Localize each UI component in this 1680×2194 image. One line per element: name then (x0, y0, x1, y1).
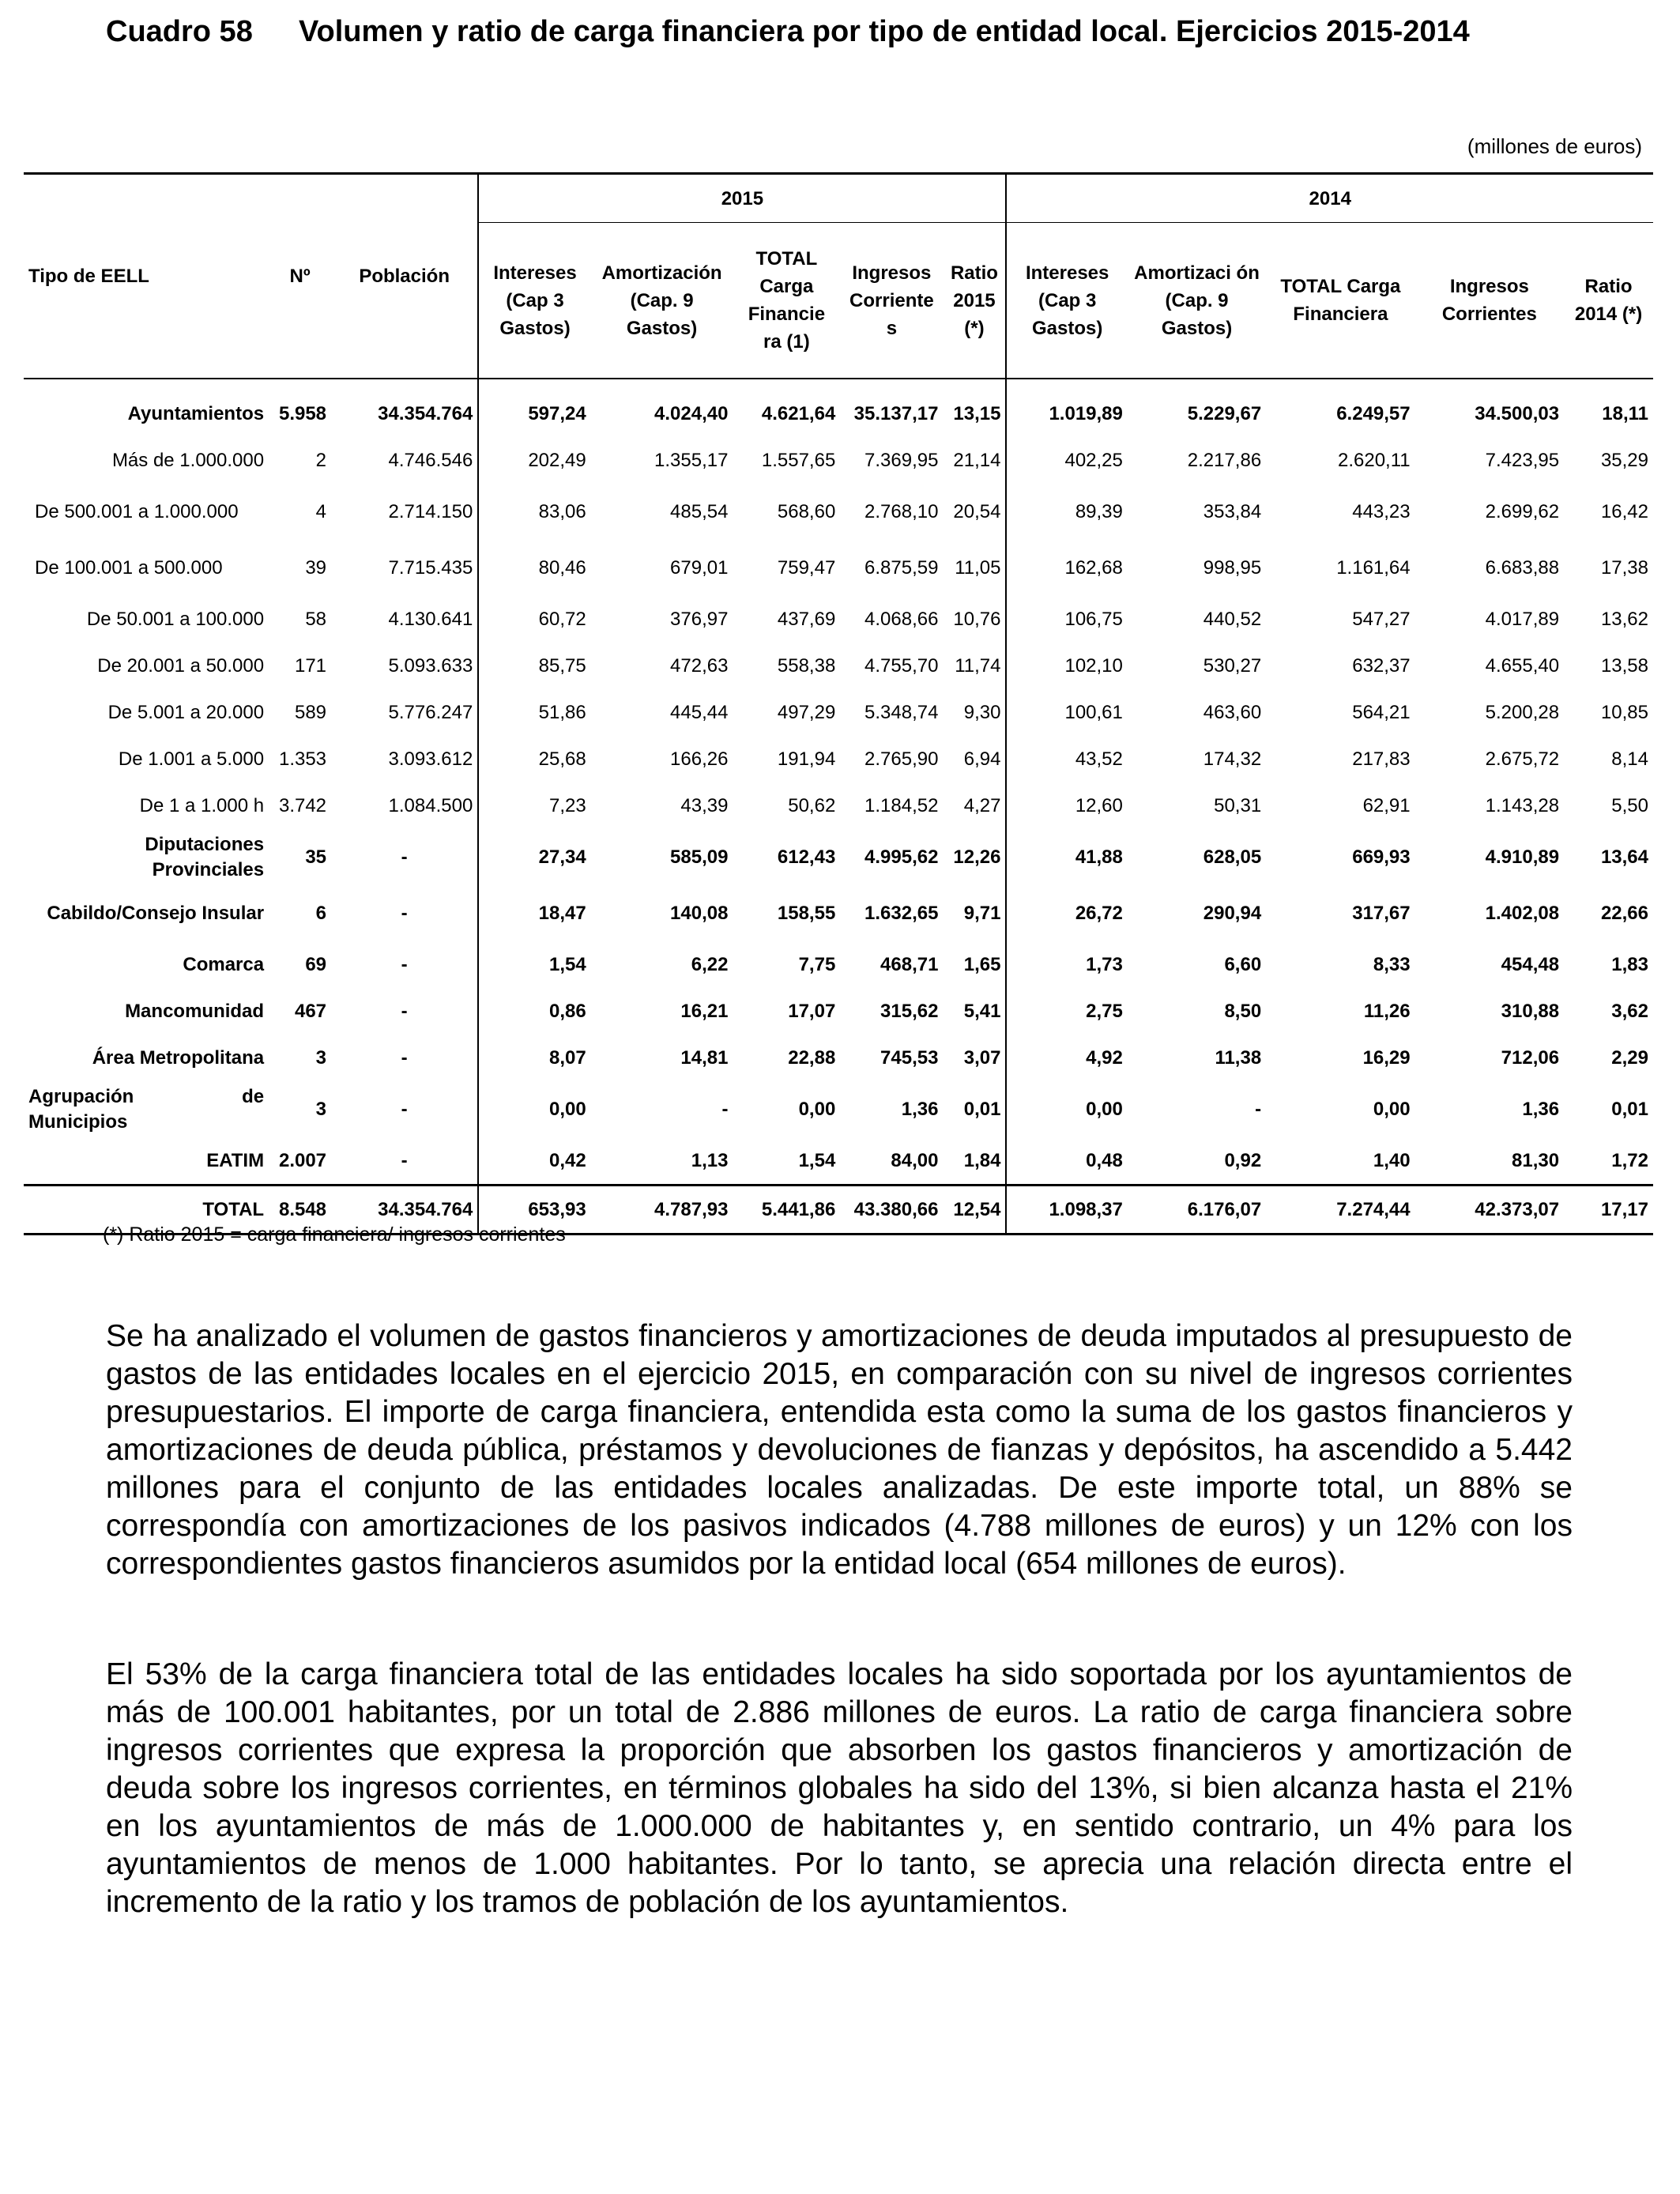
cell-intereses-2015: 597,24 (478, 379, 590, 437)
cell-amortizacion-2014: 290,94 (1203, 902, 1262, 924)
header-2014-total: TOTAL Carga Financiera (1266, 223, 1414, 379)
cell-ratio-2015: 1,84 (963, 1149, 1001, 1171)
cell-intereses-2015: 51,86 (478, 689, 590, 736)
row-label: Más de 1.000.000 (111, 449, 265, 471)
table-row (24, 379, 1653, 437)
cell-total-carga-2014: 11,26 (1363, 1000, 1411, 1022)
cell-ingresos-2014: 42.373,07 (1415, 1186, 1564, 1235)
cell-ingresos-2015: 4.068,66 (864, 608, 939, 630)
cell-amortizacion-2015: - (721, 1098, 729, 1120)
cell-total-carga-2014: 443,23 (1352, 500, 1411, 522)
cell-poblacion: 7.715.435 (388, 556, 473, 579)
cell-ratio-2014: 1,83 (1611, 953, 1648, 975)
cell-n: 2.007 (278, 1149, 327, 1171)
cell-total-carga-2014: 317,67 (1352, 902, 1411, 924)
cell-n: 1.353 (278, 748, 327, 770)
cell-n: 58 (305, 608, 327, 630)
cell-amortizacion-2014: 998,95 (1203, 556, 1262, 579)
cell-total-carga-2015: 4.621,64 (761, 402, 836, 424)
cell-amortizacion-2015: 445,44 (670, 701, 729, 723)
cell-ingresos-2015: 1.632,65 (864, 902, 939, 924)
cell-ratio-2014: 3,62 (1611, 1000, 1648, 1022)
cell-ratio-2014: 13,64 (1600, 846, 1648, 868)
row-label: TOTAL (24, 1186, 269, 1235)
cell-total-carga-2014: 16,29 (1362, 1046, 1411, 1069)
cell-ratio-2015: 1,65 (963, 953, 1001, 975)
cell-total-carga-2015: 0,00 (798, 1098, 836, 1120)
cell-ratio-2015: 20,54 (953, 500, 1001, 522)
cell-intereses-2015: 202,49 (478, 437, 590, 484)
table-row (24, 540, 1653, 596)
table-footnote: (*) Ratio 2015 = carga financiera/ ingresos corrientes (103, 1223, 566, 1246)
cell-ratio-2014: 13,58 (1600, 654, 1648, 677)
cell-ratio-2015: 6,94 (963, 748, 1001, 770)
cell-poblacion: 34.354.764 (378, 402, 473, 424)
paragraph-2: El 53% de la carga financiera total de las entidades locales ha sido soportada por los ayuntamientos de más de 100.001 habitantes, por un total de 2.886 millones de euros. La ratio de carga financiera sobre ingresos corrientes que expresa la proporción que absorben los gastos financieros y amortización de deuda sobre los ingresos corrientes, en términos globales ha sido del 13%, si bien alcanza hasta el 21% en los ayuntamientos de más de 1.000.000 de habitantes y, en sentido contrario, un 4% para los ayuntamientos de menos de 1.000 habitantes. Por lo tanto, se aprecia una relación directa entre el incremento de la ratio y los tramos de población de los ayuntamientos. (106, 1657, 1573, 1919)
cell-intereses-2014: 1.098,37 (1006, 1186, 1127, 1235)
cell-n: 6 (315, 902, 327, 924)
cell-ingresos-2015: 35.137,17 (853, 402, 939, 424)
header-poblacion: Población (331, 174, 478, 379)
cell-intereses-2014: 41,88 (1006, 829, 1127, 885)
table-row (24, 1035, 1653, 1081)
cell-intereses-2014: 4,92 (1006, 1035, 1127, 1081)
cell-ingresos-2015: 1.184,52 (864, 794, 939, 816)
cell-total-carga-2015: 1.557,65 (761, 449, 836, 471)
cell-intereses-2014: 43,52 (1006, 736, 1127, 782)
cell-amortizacion-2015: 1.355,17 (654, 449, 729, 471)
cell-ingresos-2014: 6.683,88 (1485, 556, 1560, 579)
cell-ingresos-2015: 2.765,90 (864, 748, 939, 770)
cell-amortizacion-2014: 8,50 (1224, 1000, 1262, 1022)
cell-ratio-2015: 13,15 (953, 402, 1001, 424)
cell-ingresos-2014: 310,88 (1501, 1000, 1560, 1022)
cell-intereses-2014: 162,68 (1006, 540, 1127, 596)
header-n: Nº (269, 174, 331, 379)
cell-ingresos-2015: 84,00 (891, 1149, 939, 1171)
cell-ratio-2015: 9,30 (963, 701, 1001, 723)
cell-poblacion: 4.746.546 (388, 449, 473, 471)
cell-total-carga-2014: 2.620,11 (1337, 449, 1411, 471)
row-label: De 500.001 a 1.000.000 (35, 500, 239, 522)
cell-poblacion: 1.084.500 (388, 794, 473, 816)
cell-ingresos-2014: 712,06 (1501, 1046, 1560, 1069)
cell-total-carga-2014: 669,93 (1352, 846, 1411, 868)
table-row (24, 885, 1653, 941)
cell-intereses-2015: 60,72 (478, 596, 590, 643)
cell-amortizacion-2014: 628,05 (1203, 846, 1262, 868)
cell-ratio-2015: 9,71 (963, 902, 1001, 924)
cell-total-carga-2015: 158,55 (777, 902, 836, 924)
header-2015-total: TOTAL Carga Financie ra (1) (733, 223, 840, 379)
row-label: De 20.001 a 50.000 (97, 654, 265, 677)
header-2014-ratio: Ratio 2014 (*) (1564, 223, 1653, 379)
table-row (24, 596, 1653, 643)
cell-ingresos-2015: 7.369,95 (864, 449, 939, 471)
cell-amortizacion-2014: 11,38 (1215, 1046, 1262, 1069)
cell-total-carga-2015: 558,38 (777, 654, 836, 677)
cell-ingresos-2015: 5.348,74 (864, 701, 939, 723)
cell-ratio-2015: 5,41 (963, 1000, 1001, 1022)
cell-amortizacion-2014: 5.229,67 (1187, 402, 1262, 424)
cell-total-carga-2015: 759,47 (777, 556, 836, 579)
cell-intereses-2015: 85,75 (478, 643, 590, 689)
cell-ingresos-2014: 5.200,28 (1485, 701, 1560, 723)
cell-amortizacion-2014: 440,52 (1203, 608, 1262, 630)
cell-ingresos-2015: 43.380,66 (840, 1186, 943, 1235)
header-2015-amortizacion: Amortización (Cap. 9 Gastos) (591, 223, 733, 379)
cell-ratio-2015: 21,14 (953, 449, 1001, 471)
cell-ingresos-2014: 2.675,72 (1485, 748, 1560, 770)
cell-n: 589 (294, 701, 327, 723)
cell-amortizacion-2015: 16,21 (680, 1000, 729, 1022)
header-year-2015: 2015 (478, 174, 1006, 223)
cell-amortizacion-2015: 585,09 (670, 846, 729, 868)
cell-intereses-2015: 0,00 (478, 1081, 590, 1137)
header-2014-amortizacion: Amortizaci ón (Cap. 9 Gastos) (1128, 223, 1266, 379)
cell-ratio-2014: 0,01 (1611, 1098, 1648, 1120)
cell-ingresos-2014: 4.655,40 (1485, 654, 1560, 677)
cell-ingresos-2014: 4.017,89 (1485, 608, 1560, 630)
cell-amortizacion-2014: - (1255, 1098, 1262, 1120)
cell-ratio-2014: 1,72 (1611, 1149, 1648, 1171)
cell-intereses-2015: 80,46 (478, 540, 590, 596)
cell-ingresos-2015: 315,62 (880, 1000, 939, 1022)
cell-total-carga-2015: 497,29 (777, 701, 836, 723)
cell-n: 467 (294, 1000, 327, 1022)
cell-intereses-2015: 83,06 (478, 484, 590, 540)
cell-n: 3 (315, 1046, 327, 1069)
cell-intereses-2014: 106,75 (1006, 596, 1127, 643)
cell-ratio-2014: 16,42 (1600, 500, 1648, 522)
cell-amortizacion-2014: 353,84 (1203, 500, 1262, 522)
cell-poblacion: - (401, 1046, 408, 1069)
paragraph-1: Se ha analizado el volumen de gastos financieros y amortizaciones de deuda imputados al presupuesto de gastos de las entidades locales en el ejercicio 2015, en comparación con su nivel de ingresos corrientes presupuestarios. El importe de carga financiera, entendida esta como la suma de los gastos financieros y amortizaciones de deuda pública, préstamos y devoluciones de fianzas y depósitos, ha ascendido a 5.442 millones para el conjunto de las entidades locales analizadas. De este importe total, un 88% se correspondía con amortizaciones de los pasivos indicados (4.788 millones de euros) y un 12% con los correspondientes gastos financieros asumidos por la entidad local (654 millones de euros). (106, 1319, 1573, 1581)
cell-ratio-2014: 22,66 (1600, 902, 1648, 924)
cell-n: 2 (315, 449, 327, 471)
cell-total-carga-2014: 547,27 (1352, 608, 1411, 630)
cell-intereses-2014: 0,00 (1006, 1081, 1127, 1137)
cell-ingresos-2015: 468,71 (880, 953, 939, 975)
row-label: Ayuntamientos (127, 402, 265, 424)
table-row (24, 988, 1653, 1035)
cell-amortizacion-2015: 43,39 (680, 794, 729, 816)
cell-amortizacion-2015: 14,81 (680, 1046, 729, 1069)
table-row (24, 736, 1653, 782)
cell-amortizacion-2014: 0,92 (1224, 1149, 1262, 1171)
cell-amortizacion-2015: 6,22 (691, 953, 729, 975)
cell-intereses-2015: 0,86 (478, 988, 590, 1035)
cell-poblacion: - (401, 1149, 408, 1171)
cell-ratio-2014: 18,11 (1602, 402, 1648, 424)
row-label: De 5.001 a 20.000 (107, 701, 265, 723)
cell-intereses-2015: 1,54 (478, 941, 590, 988)
cell-n: 35 (305, 846, 327, 868)
header-tipo: Tipo de EELL (24, 174, 269, 379)
table-row (24, 782, 1653, 829)
cell-intereses-2014: 2,75 (1006, 988, 1127, 1035)
cell-total-carga-2015: 437,69 (777, 608, 836, 630)
cell-total-carga-2015: 17,07 (788, 1000, 836, 1022)
header-year-2014: 2014 (1006, 174, 1653, 223)
cell-total-carga-2015: 50,62 (788, 794, 836, 816)
cell-total-carga-2014: 62,91 (1362, 794, 1411, 816)
cell-total-carga-2014: 632,37 (1352, 654, 1411, 677)
cell-ingresos-2014: 4.910,89 (1485, 846, 1560, 868)
cell-amortizacion-2014: 530,27 (1203, 654, 1262, 677)
cell-ratio-2014: 2,29 (1611, 1046, 1648, 1069)
cell-ratio-2015: 0,01 (963, 1098, 1001, 1120)
row-label: De 1 a 1.000 h (139, 794, 265, 816)
cell-ratio-2015: 12,26 (953, 846, 1001, 868)
cell-total-carga-2014: 0,00 (1373, 1098, 1411, 1120)
cell-n: 69 (305, 953, 327, 975)
cell-n: 8.548 (269, 1186, 331, 1235)
cell-intereses-2014: 89,39 (1006, 484, 1127, 540)
cell-total-carga-2014: 7.274,44 (1266, 1186, 1414, 1235)
cell-total-carga-2015: 568,60 (777, 500, 836, 522)
cell-ratio-2014: 10,85 (1600, 701, 1648, 723)
cell-ingresos-2015: 745,53 (880, 1046, 939, 1069)
cell-total-carga-2014: 8,33 (1373, 953, 1411, 975)
cell-total-carga-2014: 217,83 (1352, 748, 1411, 770)
cell-intereses-2014: 1,73 (1006, 941, 1127, 988)
cell-poblacion: 34.354.764 (331, 1186, 478, 1235)
cell-ratio-2014: 17,17 (1564, 1186, 1653, 1235)
cell-ingresos-2014: 1.402,08 (1485, 902, 1560, 924)
cell-total-carga-2015: 191,94 (777, 748, 836, 770)
cell-intereses-2014: 402,25 (1006, 437, 1127, 484)
cell-total-carga-2015: 22,88 (788, 1046, 836, 1069)
cell-poblacion: - (401, 846, 408, 868)
cell-n: 4 (315, 500, 327, 522)
cell-ingresos-2014: 2.699,62 (1485, 500, 1560, 522)
cell-poblacion: - (401, 953, 408, 975)
financial-burden-table (24, 172, 1653, 1235)
cell-amortizacion-2015: 1,13 (691, 1149, 729, 1171)
row-label: De 50.001 a 100.000 (86, 608, 265, 630)
cell-total-carga-2014: 564,21 (1352, 701, 1411, 723)
cell-amortizacion-2014: 2.217,86 (1187, 449, 1262, 471)
cell-intereses-2014: 102,10 (1006, 643, 1127, 689)
table-row (24, 643, 1653, 689)
table-row (24, 1137, 1653, 1186)
cell-ratio-2014: 8,14 (1611, 748, 1648, 770)
cell-n: 39 (305, 556, 327, 579)
table-row (24, 829, 1653, 885)
cell-amortizacion-2014: 6.176,07 (1128, 1186, 1266, 1235)
cell-ratio-2014: 17,38 (1600, 556, 1648, 579)
cell-ingresos-2015: 6.875,59 (864, 556, 939, 579)
cell-poblacion: 5.776.247 (388, 701, 473, 723)
cell-intereses-2015: 27,34 (478, 829, 590, 885)
cell-ingresos-2014: 81,30 (1512, 1149, 1560, 1171)
cell-intereses-2014: 100,61 (1006, 689, 1127, 736)
row-label: Cabildo/Consejo Insular (47, 902, 265, 924)
cell-amortizacion-2014: 6,60 (1224, 953, 1262, 975)
cell-amortizacion-2015: 376,97 (670, 608, 729, 630)
table-row (24, 484, 1653, 540)
cell-amortizacion-2014: 463,60 (1203, 701, 1262, 723)
cell-ingresos-2015: 4.755,70 (864, 654, 939, 677)
cell-ratio-2014: 5,50 (1611, 794, 1648, 816)
cell-amortizacion-2015: 166,26 (670, 748, 729, 770)
cell-intereses-2015: 653,93 (478, 1186, 590, 1235)
cell-ingresos-2015: 1,36 (901, 1098, 939, 1120)
cell-amortizacion-2015: 679,01 (670, 556, 729, 579)
cell-amortizacion-2014: 50,31 (1214, 794, 1262, 816)
row-label: Área Metropolitana (92, 1046, 265, 1069)
cell-amortizacion-2015: 485,54 (670, 500, 729, 522)
header-2015-ingresos: Ingresos Corriente s (840, 223, 943, 379)
cell-ratio-2014: 35,29 (1600, 449, 1648, 471)
cell-total-carga-2015: 7,75 (798, 953, 836, 975)
cell-n: 3 (315, 1098, 327, 1120)
table-row (24, 941, 1653, 988)
cell-ratio-2015: 4,27 (963, 794, 1001, 816)
cell-ratio-2015: 3,07 (963, 1046, 1001, 1069)
header-2014-intereses: Intereses (Cap 3 Gastos) (1006, 223, 1127, 379)
cell-n: 5.958 (278, 402, 327, 424)
cell-ingresos-2014: 1.143,28 (1485, 794, 1560, 816)
cell-intereses-2015: 7,23 (478, 782, 590, 829)
cell-amortizacion-2015: 4.787,93 (591, 1186, 733, 1235)
header-2015-intereses: Intereses (Cap 3 Gastos) (478, 223, 590, 379)
cell-ingresos-2014: 1,36 (1522, 1098, 1560, 1120)
cell-poblacion: - (401, 1000, 408, 1022)
caption-title: Volumen y ratio de carga financiera por tipo de entidad local. Ejercicios 2015-2014 (299, 15, 1470, 48)
row-label: Comarca (183, 953, 265, 975)
cell-intereses-2015: 18,47 (478, 885, 590, 941)
row-label: De 100.001 a 500.000 (35, 556, 223, 579)
cell-intereses-2014: 0,48 (1006, 1137, 1127, 1186)
cell-intereses-2014: 12,60 (1006, 782, 1127, 829)
cell-amortizacion-2015: 4.024,40 (654, 402, 729, 424)
row-label: EATIM (206, 1149, 265, 1171)
cell-poblacion: 2.714.150 (388, 500, 473, 522)
cell-intereses-2015: 25,68 (478, 736, 590, 782)
cell-intereses-2015: 0,42 (478, 1137, 590, 1186)
cell-n: 171 (294, 654, 327, 677)
row-label: Mancomunidad (125, 1000, 265, 1022)
cell-poblacion: 5.093.633 (388, 654, 473, 677)
cell-amortizacion-2014: 174,32 (1203, 748, 1262, 770)
row-label: Diputaciones Provinciales (145, 833, 265, 880)
cell-intereses-2015: 8,07 (478, 1035, 590, 1081)
cell-ratio-2015: 10,76 (953, 608, 1001, 630)
header-2014-ingresos: Ingresos Corrientes (1415, 223, 1564, 379)
units-note: (millones de euros) (1467, 134, 1642, 158)
cell-n: 3.742 (278, 794, 327, 816)
cell-total-carga-2014: 6.249,57 (1336, 402, 1411, 424)
cell-ingresos-2015: 4.995,62 (864, 846, 939, 868)
cell-total-carga-2014: 1,40 (1373, 1149, 1411, 1171)
table-row (24, 437, 1653, 484)
table-row (24, 1081, 1653, 1137)
cell-poblacion: - (401, 1098, 408, 1120)
cell-total-carga-2015: 1,54 (798, 1149, 836, 1171)
table-body (24, 379, 1653, 1235)
cell-amortizacion-2015: 140,08 (670, 902, 729, 924)
header-year-row (24, 174, 1653, 223)
cell-poblacion: 3.093.612 (388, 748, 473, 770)
cell-poblacion: 4.130.641 (388, 608, 473, 630)
header-2015-ratio: Ratio 2015 (*) (943, 223, 1006, 379)
cell-intereses-2014: 26,72 (1006, 885, 1127, 941)
cell-total-carga-2015: 5.441,86 (733, 1186, 840, 1235)
cell-poblacion: - (401, 902, 408, 924)
caption-number: Cuadro 58 (106, 15, 253, 48)
row-label: De 1.001 a 5.000 (118, 748, 265, 770)
cell-ingresos-2015: 2.768,10 (864, 500, 939, 522)
cell-total-carga-2015: 612,43 (777, 846, 836, 868)
cell-ingresos-2014: 7.423,95 (1485, 449, 1560, 471)
cell-ratio-2015: 12,54 (943, 1186, 1006, 1235)
cell-ratio-2014: 13,62 (1600, 608, 1648, 630)
cell-total-carga-2014: 1.161,64 (1336, 556, 1411, 579)
row-label: Agrupación de Municipios (28, 1085, 265, 1133)
cell-ratio-2015: 11,05 (955, 556, 1001, 579)
cell-amortizacion-2015: 472,63 (670, 654, 729, 677)
cell-intereses-2014: 1.019,89 (1006, 379, 1127, 437)
cell-ingresos-2014: 34.500,03 (1475, 402, 1560, 424)
table-row (24, 689, 1653, 736)
cell-ratio-2015: 11,74 (955, 654, 1001, 677)
cell-ingresos-2014: 454,48 (1501, 953, 1560, 975)
